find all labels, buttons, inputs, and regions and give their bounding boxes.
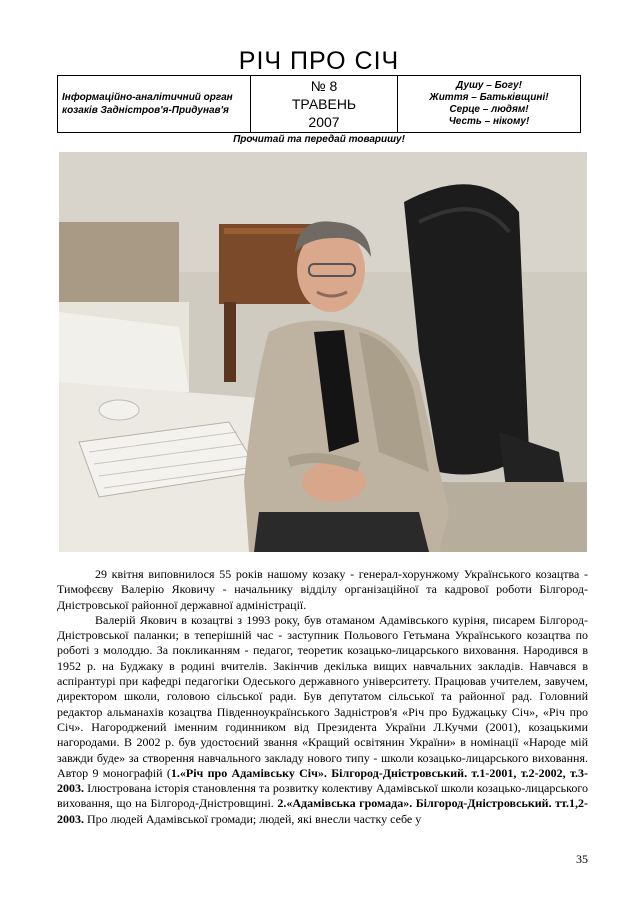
portrait-illustration bbox=[59, 152, 587, 552]
slogan: Прочитай та передай товаришу! bbox=[233, 134, 405, 145]
masthead-organ bbox=[58, 76, 251, 132]
motto-line-1: Душу – Богу! bbox=[455, 80, 523, 91]
motto-line-2: Життя – Батьківщині! bbox=[429, 92, 549, 103]
article-body bbox=[57, 567, 588, 827]
monograph-title-1: 1.«Річ про Адамівську Січ». Білгород-Дністровський. т.1-2001, т.2-2002, т.3-2003. bbox=[57, 765, 588, 796]
article-text: Валерій Якович в козацтві з 1993 року, був отаманом Адамівського куріня, писарем Білгород-Дністровської паланки; в теперішній час - заступник Польового Гетьмана Українського козацтва по роботі з молоддю. За покликанням - педагог, теоретик козацько-лицарського виховання. Народився в 1952 р. на Буджаку в родині вчителів. Закінчив декілька вищих навчальних закладів. Навчався в аспірантурі при кафедрі педагогіки Одеського державного університету. Працював учителем, завучем, директором школи, головою сільської ради. Був депутатом сільської та районної рад. Головний редактор альманахів козацтва Південноукраїнського Задністров'я «Річ про Буджацьку Січ», «Річ про Січ». Нагороджений іменним годинником від Президента України Л.Кучми (2001), козацькими нагородами. В 2002 р. був удостоєний звання «Кращий освітянин України» в номінації «Народе мій завжди буде» за створення навчального закладу нового типу - школи козацько-лицарського виховання. Автор 9 монографій ( bbox=[57, 612, 588, 780]
article-paragraph-2 bbox=[57, 613, 588, 827]
issue-number: № 8 bbox=[310, 78, 338, 94]
newspaper-title: РІЧ ПРО СІЧ bbox=[238, 47, 400, 75]
article-text: Ілюстрована історія становлення та розвитку колективу Адамівської школи козацько-лицарського виховання, що на Білгород-Дністровщині. bbox=[57, 781, 588, 811]
issue-year: 2007 bbox=[308, 114, 340, 130]
issue-month: ТРАВЕНЬ bbox=[291, 96, 357, 112]
masthead bbox=[57, 75, 581, 133]
article-text: Про людей Адамівської громади; людей, які внесли частку себе у bbox=[84, 811, 422, 826]
motto-line-4: Честь – нікому! bbox=[448, 116, 530, 127]
masthead-issue bbox=[251, 76, 398, 132]
monograph-title-2: 2.«Адамівська громада». Білгород-Дністровський. тт.1,2-2003. bbox=[57, 796, 589, 826]
portrait-photo bbox=[59, 152, 587, 552]
organ-line-1: Інформаційно-аналітичний орган bbox=[62, 92, 233, 103]
motto-line-3: Серце – людям! bbox=[449, 104, 529, 115]
page-number: 35 bbox=[576, 852, 588, 866]
article-paragraph-1: 29 квітня виповнилося 55 років нашому козаку - генерал-хорунжому Українського козацтва - Тимофєєву Валерію Яковичу - начальнику відділу організаційної та кадрової роботи Білгород-Дністровської районної державної адміністрації. bbox=[57, 567, 588, 612]
masthead-motto bbox=[398, 76, 580, 132]
organ-line-2: козаків Задністров'я-Придунав'я bbox=[62, 105, 229, 116]
